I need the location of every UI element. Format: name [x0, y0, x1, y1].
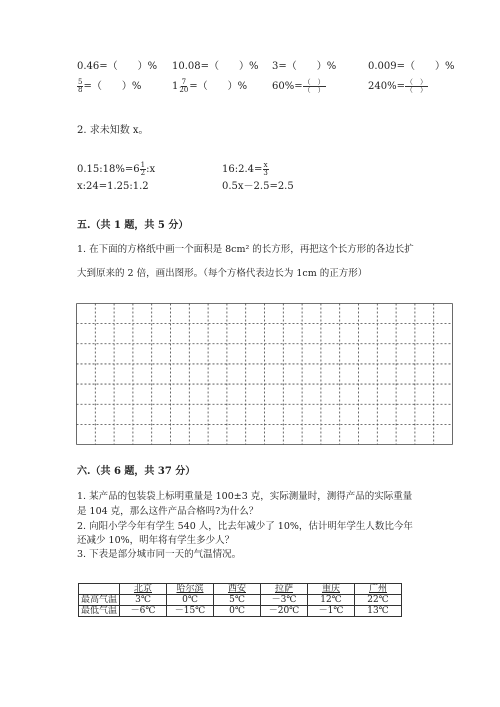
s6-q1-line-2: 是 104 克，那么这件产品合格吗?为什么？ [77, 506, 259, 517]
table-cell: 0℃ [167, 595, 214, 606]
equation-3: x:24=1.25:1.2 [77, 181, 149, 192]
table-cell: 重庆 [308, 584, 355, 595]
equation-1: 0.15:18%=6 $\frac{1}{2}$ :x [77, 161, 156, 177]
table-cell: 12℃ [308, 595, 355, 606]
section-5-heading: 五.（共 1 题，共 5 分） [77, 220, 189, 231]
section-5-line-1: 1. 在下面的方格纸中画一个面积是 8cm² 的长方形，再把这个长方形的各边长扩 [77, 244, 414, 255]
table-row [79, 606, 402, 617]
conv-4: 0.009=（ ）% [368, 61, 455, 72]
temperature-table [78, 583, 402, 617]
table-cell: 最高气温 [79, 595, 120, 606]
table-cell: －1℃ [308, 606, 355, 617]
table-cell: 西安 [214, 584, 261, 595]
table-cell: 最低气温 [79, 606, 120, 617]
table-cell: 22℃ [355, 595, 402, 606]
conv-8: 240%= $\frac{( )}{( )}$ [368, 78, 427, 94]
s6-q2-line-1: 2. 向阳小学今年有学生 540 人，比去年减少了 10%，估计明年学生人数比今年 [77, 521, 413, 532]
equation-2: 16:2.4= $\frac{x}{3}$ [222, 161, 268, 177]
table-cell: 3℃ [120, 595, 167, 606]
table-cell [79, 584, 120, 595]
equation-4: 0.5x－2.5=2.5 [222, 181, 294, 192]
q2-title: 2. 求未知数 x。 [77, 125, 149, 136]
table-cell: －20℃ [261, 606, 308, 617]
table-cell: 5℃ [214, 595, 261, 606]
table-row [79, 595, 402, 606]
table-row [79, 584, 402, 595]
conv-1: 0.46=（ ）% [77, 61, 158, 72]
section-5-line-2: 大到原来的 2 倍，画出图形。（每个方格代表边长为 1cm 的正方形） [77, 268, 368, 279]
table-cell: －15℃ [167, 606, 214, 617]
conv-6: 1 $\frac{7}{20}$ =（ ）% [172, 78, 248, 94]
conv-2: 10.08=（ ）% [172, 61, 259, 72]
table-cell: 北京 [120, 584, 167, 595]
conv-3: 3=（ ）% [272, 61, 337, 72]
s6-q1-line-1: 1. 某产品的包装袋上标明重量是 100±3 克，实际测量时，测得产品的实际重量 [77, 491, 413, 502]
conv-7: 60%= $\frac{( )}{( )}$ [272, 78, 325, 94]
square-grid [76, 303, 453, 445]
table-cell: 拉萨 [261, 584, 308, 595]
section-6-heading: 六.（共 6 题，共 37 分） [77, 466, 196, 477]
s6-q2-line-2: 还减少 10%，明年将有学生多少人？ [77, 535, 235, 546]
table-cell: 0℃ [214, 606, 261, 617]
table-cell: －3℃ [261, 595, 308, 606]
s6-q3: 3. 下表是部分城市同一天的气温情况。 [77, 549, 242, 560]
table-cell: －6℃ [120, 606, 167, 617]
table-cell: 广州 [355, 584, 402, 595]
table-cell: 13℃ [355, 606, 402, 617]
grid-lines [76, 303, 453, 445]
conv-5: $\frac{5}{8}$ =（ ）% [78, 78, 142, 94]
table-cell: 哈尔滨 [167, 584, 214, 595]
